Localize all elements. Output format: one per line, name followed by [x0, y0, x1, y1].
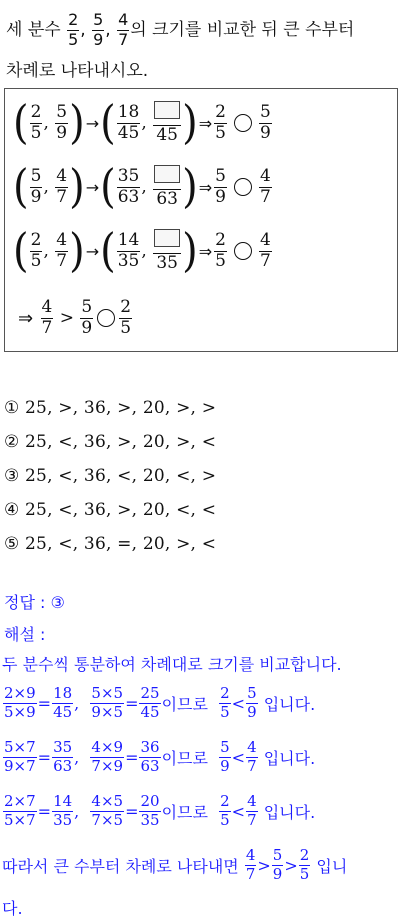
final-fraction-3: $\frac{2}{5}$: [120, 296, 132, 338]
row-result-fraction-2: $\frac{5}{9}$: [260, 101, 271, 143]
comparison-row: ( $\frac{2}{5}$ , $\frac{4}{7}$ ) → ( $\frac{14}{35}$ , 35 ) ⇒ $\frac{2}{5}$ $\frac{4}{7}$: [13, 224, 271, 278]
row-fraction-blank: 45: [153, 101, 181, 145]
solution-compare-1: $\frac{2}{5}$: [220, 683, 230, 721]
row-fraction-a: $\frac{5}{9}$: [30, 165, 42, 207]
solution-value-1: $\frac{14}{35}$: [53, 791, 73, 829]
blank-circle: [97, 309, 115, 327]
solution-expression-1: $\frac{2\times 9}{5\times 9}$: [4, 683, 36, 721]
conclusion-wrap: 다.: [2, 899, 23, 918]
arrow-icon: →: [85, 177, 100, 197]
blank-circle: [234, 114, 252, 132]
row-fraction-blank: 63: [153, 165, 181, 209]
row-result-fraction-1: $\frac{5}{9}$: [215, 165, 226, 207]
solution-compare-2: $\frac{5}{9}$: [247, 683, 257, 721]
blank-circle: [234, 178, 252, 196]
solution-value-2: $\frac{25}{45}$: [140, 683, 160, 721]
solution-compare-1: $\frac{5}{9}$: [220, 737, 230, 775]
comparison-box: [4, 88, 398, 352]
row-fraction-b: $\frac{4}{7}$: [56, 165, 68, 207]
arrow-icon: →: [85, 241, 100, 261]
final-order-row: ⇒ $\frac{4}{7}$ > $\frac{5}{9}$ $\frac{2}{5}$: [18, 296, 132, 338]
conclusion-fraction-1: $\frac{4}{7}$: [245, 845, 256, 883]
solution-expression-1: $\frac{5\times 7}{9\times 7}$: [4, 737, 36, 775]
solution-expression-1: $\frac{2\times 7}{5\times 7}$: [4, 791, 36, 829]
solution-expression-2: $\frac{4\times 5}{7\times 5}$: [91, 791, 124, 829]
solution-value-1: $\frac{35}{63}$: [53, 737, 73, 775]
option-5[interactable]: ⑤ 25, <, 36, =, 20, >, <: [4, 534, 217, 554]
explanation-intro: 두 분수씩 통분하여 차례대로 크기를 비교합니다.: [2, 655, 342, 674]
question-fraction-1: $\frac{2}{5}$: [68, 9, 79, 49]
question-prefix: 세 분수: [6, 20, 61, 40]
arrow-icon: →: [85, 113, 100, 133]
answer-blank[interactable]: [154, 101, 180, 119]
explanation-label: 해설 :: [4, 625, 46, 644]
comparison-row: ( $\frac{5}{9}$ , $\frac{4}{7}$ ) → ( $\frac{35}{63}$ , 63 ) ⇒ $\frac{5}{9}$ $\frac{4}{7}$: [13, 160, 271, 214]
solution-row: $\frac{2\times 7}{5\times 7}$ = $\frac{14}{35}$ , $\frac{4\times 5}{7\times 5}$ = $\frac{20}{35}$ 이므로 $\frac{2}{5}$ < $\frac{4}{7}$ 입니다.: [4, 791, 316, 829]
final-fraction-1: $\frac{4}{7}$: [41, 296, 53, 338]
answer-label: 정답 : ③: [4, 593, 65, 612]
implies-arrow-icon: ⇒: [198, 177, 213, 197]
solution-expression-2: $\frac{5\times 5}{9\times 5}$: [91, 683, 124, 721]
row-result-fraction-2: $\frac{4}{7}$: [260, 229, 271, 271]
blank-circle: [234, 242, 252, 260]
answer-options: [4, 395, 216, 565]
implies-arrow-icon: ⇒: [198, 241, 213, 261]
solution-compare-2: $\frac{4}{7}$: [247, 791, 257, 829]
answer-blank[interactable]: [154, 229, 180, 247]
question-line-2: 차례로 나타내시오.: [6, 61, 149, 81]
question-fraction-3: $\frac{4}{7}$: [118, 9, 129, 49]
solution-row: $\frac{2\times 9}{5\times 9}$ = $\frac{18}{45}$ , $\frac{5\times 5}{9\times 5}$ = $\frac{25}{45}$ 이므로 $\frac{2}{5}$ < $\frac{5}{9}$ 입니다.: [4, 683, 316, 721]
row-fraction-a: $\frac{2}{5}$: [30, 229, 42, 271]
row-fraction-converted: $\frac{18}{45}$: [117, 101, 140, 143]
row-fraction-converted: $\frac{14}{35}$: [117, 229, 140, 271]
row-fraction-b: $\frac{4}{7}$: [56, 229, 68, 271]
solution-compare-1: $\frac{2}{5}$: [220, 791, 230, 829]
solution-value-2: $\frac{36}{63}$: [140, 737, 160, 775]
row-result-fraction-2: $\frac{4}{7}$: [260, 165, 271, 207]
solution-value-1: $\frac{18}{45}$: [53, 683, 73, 721]
row-fraction-converted: $\frac{35}{63}$: [117, 165, 140, 207]
row-fraction-b: $\frac{5}{9}$: [56, 101, 68, 143]
solution-value-2: $\frac{20}{35}$: [140, 791, 160, 829]
row-fraction-blank: 35: [153, 229, 181, 273]
conclusion-line: 따라서 큰 수부터 차례로 나타내면 $\frac{4}{7}$ > $\frac{5}{9}$ > $\frac{2}{5}$ 입니: [2, 845, 348, 883]
option-4[interactable]: ④ 25, <, 36, >, 20, <, <: [4, 500, 217, 520]
solution-row: $\frac{5\times 7}{9\times 7}$ = $\frac{35}{63}$ , $\frac{4\times 9}{7\times 9}$ = $\frac{36}{63}$ 이므로 $\frac{5}{9}$ < $\frac{4}{7}$ 입니다.: [4, 737, 316, 775]
option-3[interactable]: ③ 25, <, 36, <, 20, <, >: [4, 466, 217, 486]
row-result-fraction-1: $\frac{2}{5}$: [215, 229, 226, 271]
implies-arrow-icon: ⇒: [198, 113, 213, 133]
question-suffix: 의 크기를 비교한 뒤 큰 수부터: [130, 20, 355, 40]
conclusion-fraction-2: $\frac{5}{9}$: [272, 845, 283, 883]
solution-expression-2: $\frac{4\times 9}{7\times 9}$: [91, 737, 124, 775]
solution-compare-2: $\frac{4}{7}$: [247, 737, 257, 775]
option-1[interactable]: ① 25, >, 36, >, 20, >, >: [4, 398, 217, 418]
option-2[interactable]: ② 25, <, 36, >, 20, >, <: [4, 432, 217, 452]
conclusion-fraction-3: $\frac{2}{5}$: [299, 845, 310, 883]
comparison-row: ( $\frac{2}{5}$ , $\frac{5}{9}$ ) → ( $\frac{18}{45}$ , 45 ) ⇒ $\frac{2}{5}$ $\frac{5}{9}$: [13, 96, 271, 150]
question-fraction-2: $\frac{5}{9}$: [93, 9, 104, 49]
row-fraction-a: $\frac{2}{5}$: [30, 101, 42, 143]
question-line-1: 세 분수 $\frac{2}{5}$ , $\frac{5}{9}$ , $\frac{4}{7}$ 의 크기를 비교한 뒤 큰 수부터: [6, 9, 355, 49]
answer-blank[interactable]: [154, 165, 180, 183]
final-fraction-2: $\frac{5}{9}$: [81, 296, 93, 338]
row-result-fraction-1: $\frac{2}{5}$: [215, 101, 226, 143]
